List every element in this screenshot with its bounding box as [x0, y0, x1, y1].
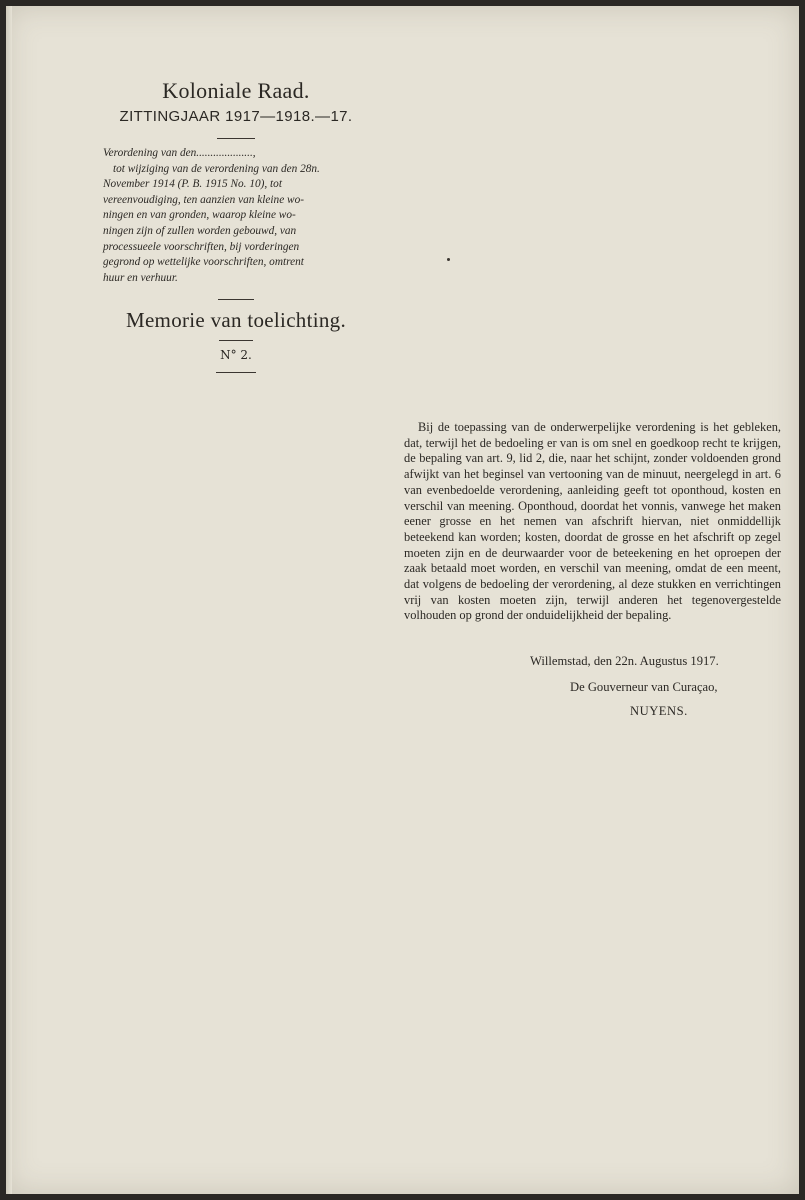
subject-line: gegrond op wettelijke voorschriften, omtrent: [103, 256, 304, 269]
subject-line: huur en verhuur.: [103, 271, 178, 284]
ink-speck: [447, 258, 450, 261]
divider: [218, 299, 254, 300]
place-date: Willemstad, den 22n. Augustus 1917.: [530, 654, 719, 668]
subject-line: ningen en van gronden, waarop kleine wo-: [103, 209, 296, 222]
subject-line: November 1914 (P. B. 1915 No. 10), tot: [103, 178, 282, 191]
subject-line: vereenvoudiging, ten aanzien van kleine wo-: [103, 193, 304, 206]
signatory-name: NUYENS.: [630, 704, 688, 718]
page-title: Koloniale Raad.: [162, 78, 310, 103]
divider: [217, 138, 255, 139]
document-page: [6, 6, 799, 1194]
divider: [216, 372, 256, 373]
session-line: ZITTINGJAAR 1917—1918.—17.: [119, 108, 353, 125]
body-paragraph: Bij de toepassing van de onderwerpelijke verordening is het gebleken, dat, terwijl het de bedoeling er van is om snel en goedkoop recht te krijgen, de bepaling van art. 9, lid 2, die, naar het schijnt, zonder voldoenden grond afwijkt van het beginsel van vertooning van de minuut, neergelegd in art. 6 van evenbedoelde verordening, aanleiding geeft tot oponthoud, kosten en verschil van meening. Oponthoud, doordat het vonnis, vanwege het maken eener grosse en het nemen van afschrift hiervan, niet onmiddellijk beteekend kan worden; kosten, doordat de grosse en het afschrift op zegel moeten zijn en de deurwaarder voor de beteekening en het oproepen der zaak betaald moet worden, en verschil van meening, omdat de een meent, dat volgens de bedoeling der verordening, al deze stukken en verrichtingen vrij van kosten moeten zijn, terwijl anderen het tegenovergestelde volhouden op grond der onduidelijkheid der bepaling.: [404, 420, 781, 623]
subject-line: processueele voorschriften, bij vorderingen: [103, 240, 300, 253]
memorie-heading: Memorie van toelichting.: [125, 308, 347, 333]
document-number: N° 2.: [220, 348, 252, 363]
divider: [219, 340, 253, 341]
page-fold-shadow: [6, 6, 12, 1194]
signatory-role: De Gouverneur van Curaçao,: [570, 680, 718, 694]
header-column: [101, 78, 371, 373]
subject-line: tot wijziging van de verordening van den 28n.: [113, 162, 320, 175]
subject-line: Verordening van den....................,: [103, 147, 256, 159]
body-column: [404, 420, 781, 718]
subject-text: [101, 146, 371, 286]
subject-line: ningen zijn of zullen worden gebouwd, van: [103, 224, 297, 237]
